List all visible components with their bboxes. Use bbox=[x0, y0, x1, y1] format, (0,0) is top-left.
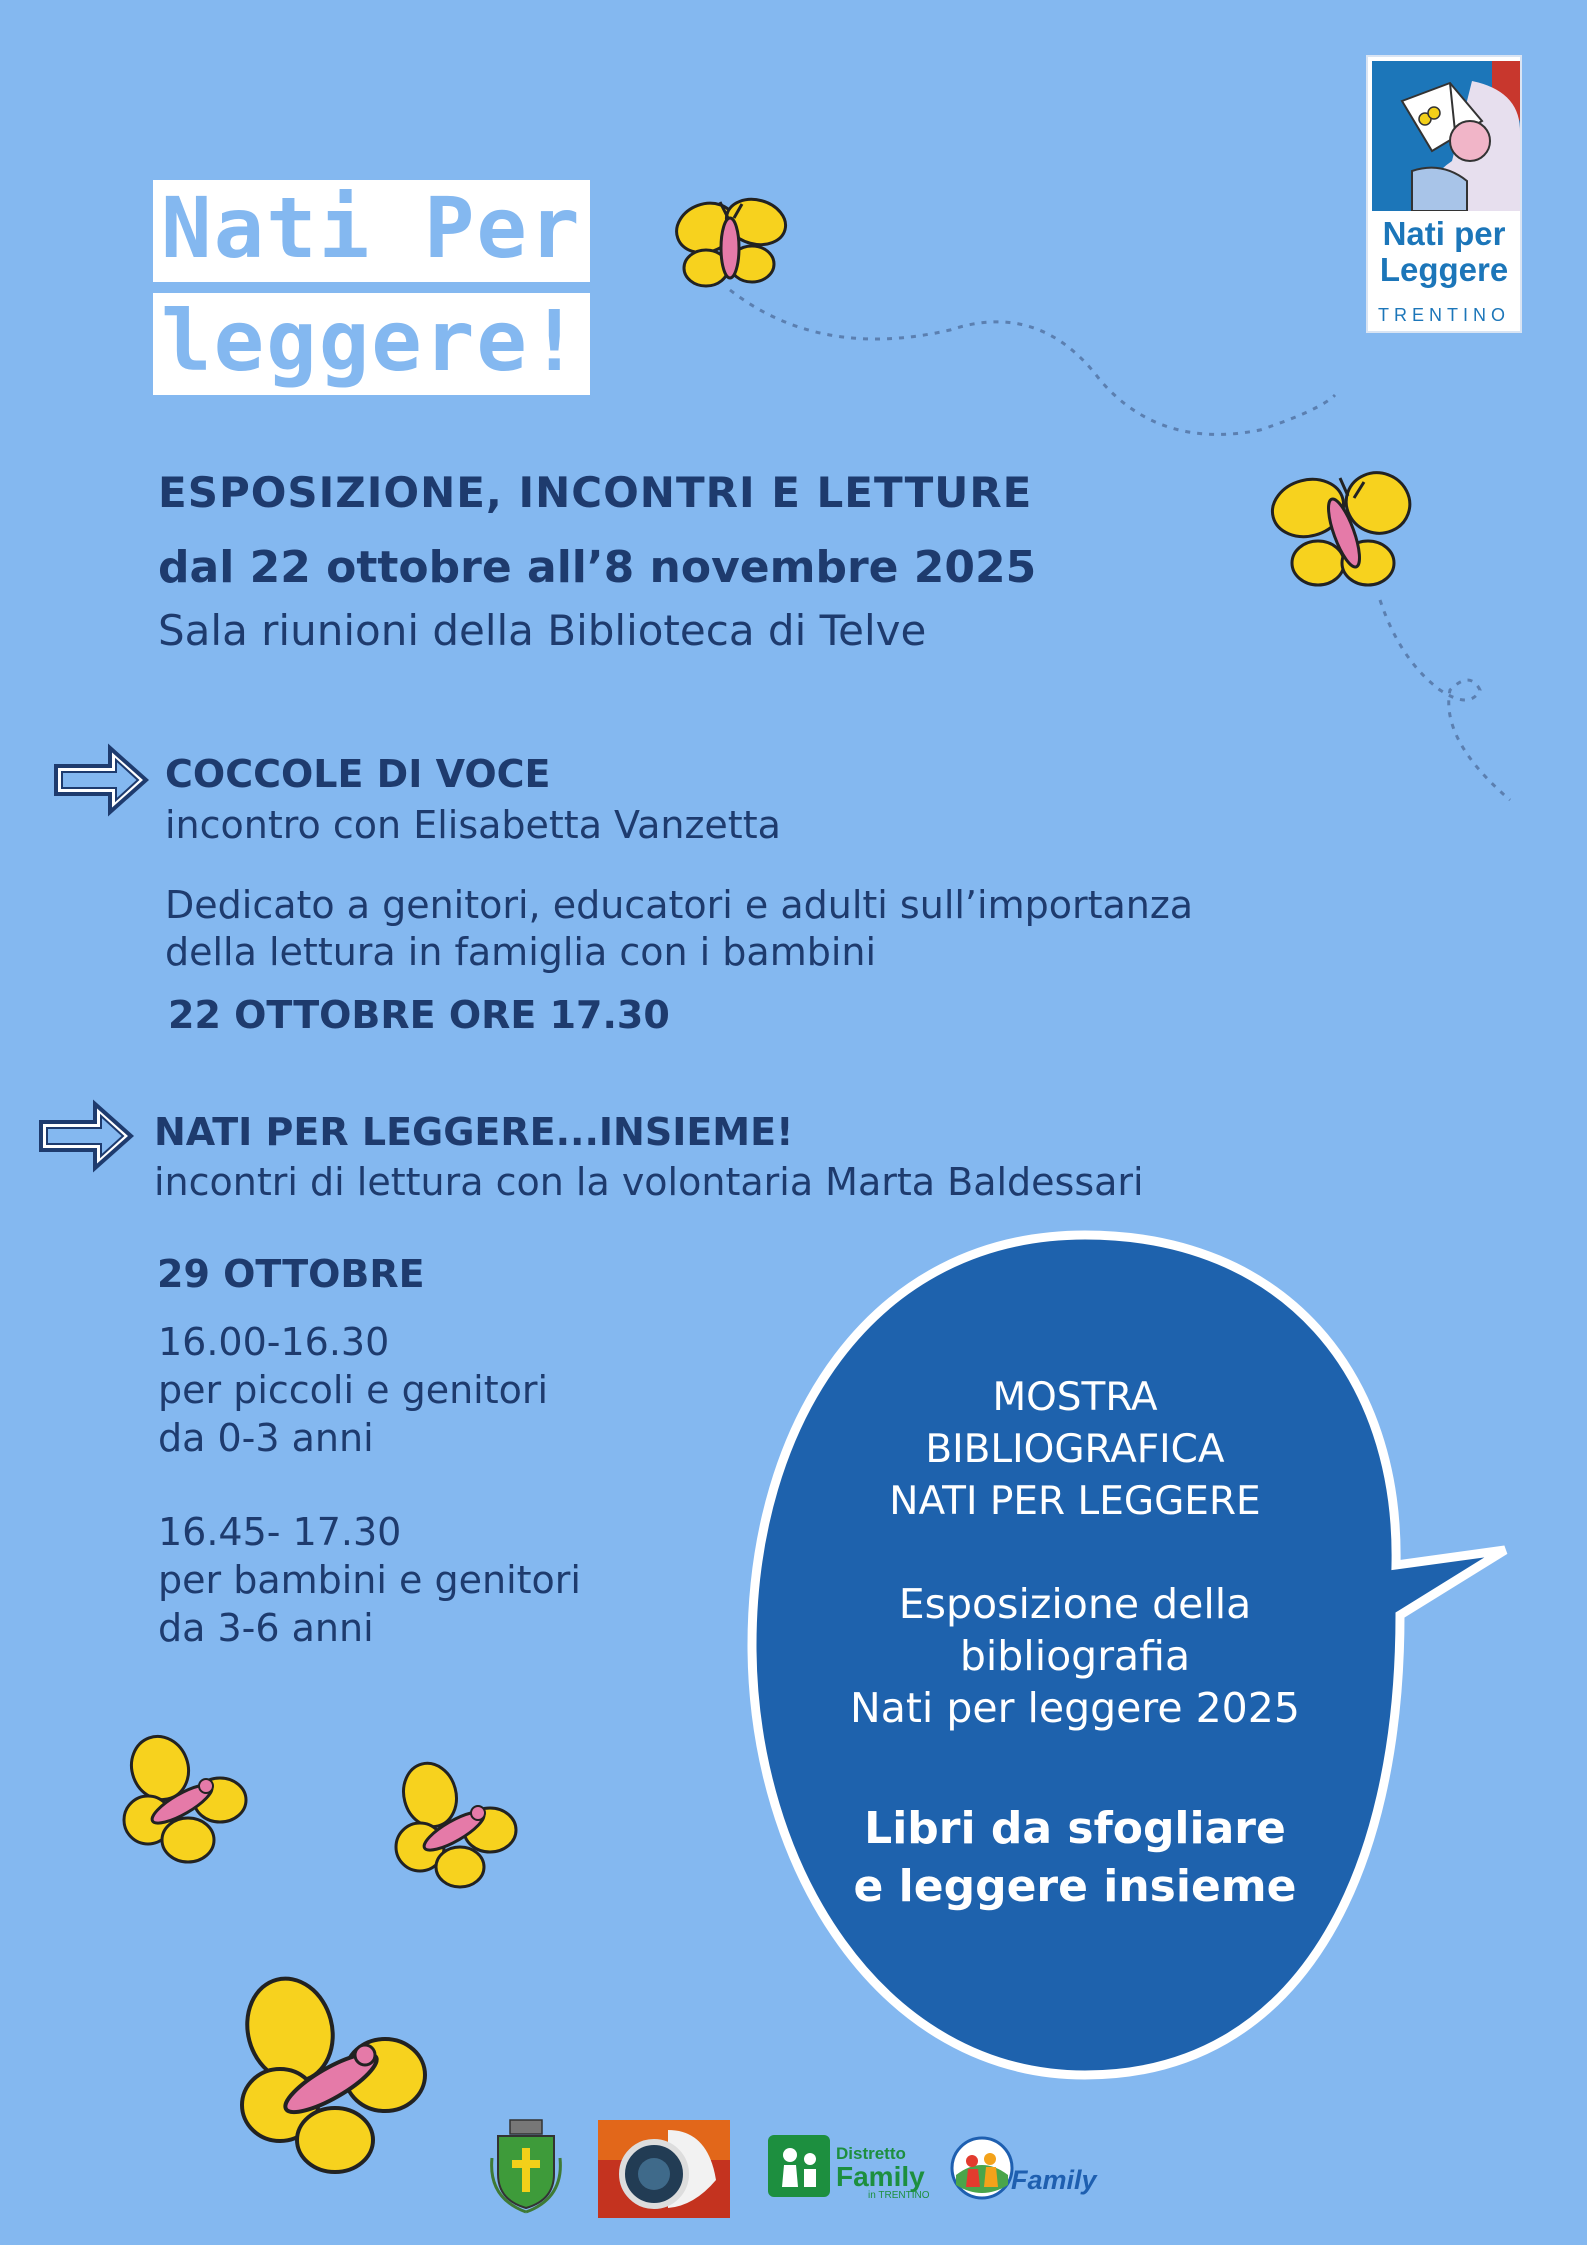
bubble-line: e leggere insieme bbox=[853, 1861, 1297, 1912]
bubble-exhibition-title bbox=[790, 1372, 1360, 1528]
title-line-2: leggere! bbox=[153, 293, 590, 395]
butterfly-icon bbox=[225, 1965, 435, 2180]
library-logo-icon bbox=[598, 2120, 730, 2218]
section2-date: 29 OTTOBRE bbox=[157, 1252, 425, 1296]
slot-audience: per piccoli e genitori bbox=[158, 1368, 549, 1412]
bubble-exhibition-desc bbox=[790, 1578, 1360, 1734]
bubble-line: Esposizione della bbox=[898, 1580, 1252, 1628]
distretto-family-logo bbox=[768, 2135, 830, 2197]
event-dates: dal 22 ottobre all’8 novembre 2025 bbox=[158, 542, 1037, 593]
time-slot bbox=[158, 1508, 581, 1652]
bubble-line: NATI PER LEGGERE bbox=[889, 1479, 1261, 1524]
distretto-label: Distretto bbox=[836, 2144, 906, 2163]
bubble-tagline bbox=[790, 1800, 1360, 1916]
bubble-line: Libri da sfogliare bbox=[864, 1803, 1286, 1854]
logo-text-line1: Nati per bbox=[1382, 215, 1506, 252]
arrow-right-icon bbox=[52, 742, 152, 818]
slot-age: da 0-3 anni bbox=[158, 1416, 374, 1460]
butterfly-icon bbox=[380, 1755, 520, 1895]
slot-audience: per bambini e genitori bbox=[158, 1558, 581, 1602]
section1-subtitle: incontro con Elisabetta Vanzetta bbox=[165, 803, 781, 847]
bubble-line: BIBLIOGRAFICA bbox=[925, 1427, 1225, 1472]
butterfly-icon bbox=[668, 190, 793, 305]
section1-title: COCCOLE DI VOCE bbox=[165, 752, 551, 796]
butterfly-icon bbox=[1268, 458, 1418, 608]
arrow-right-icon bbox=[37, 1098, 137, 1174]
section1-description-line2: della lettura in famiglia con i bambini bbox=[165, 930, 877, 974]
coat-of-arms-icon bbox=[488, 2118, 564, 2214]
bubble-line: MOSTRA bbox=[992, 1375, 1158, 1420]
event-venue: Sala riunioni della Biblioteca di Telve bbox=[158, 606, 927, 655]
distretto-sub-label: in TRENTINO bbox=[868, 2190, 930, 2201]
bubble-line: Nati per leggere 2025 bbox=[850, 1684, 1300, 1732]
bubble-line: bibliografia bbox=[959, 1632, 1191, 1680]
section2-title: NATI PER LEGGERE...INSIEME! bbox=[154, 1110, 794, 1154]
event-subtitle: ESPOSIZIONE, INCONTRI E LETTURE bbox=[158, 468, 1033, 517]
family-label: Family bbox=[1011, 2165, 1097, 2195]
slot-time: 16.45- 17.30 bbox=[158, 1510, 402, 1554]
section1-when: 22 OTTOBRE ORE 17.30 bbox=[168, 993, 670, 1037]
distretto-family-label: Family bbox=[836, 2161, 925, 2192]
time-slot bbox=[158, 1318, 548, 1462]
title-line-1: Nati Per bbox=[153, 180, 590, 282]
slot-age: da 3-6 anni bbox=[158, 1606, 374, 1650]
slot-time: 16.00-16.30 bbox=[158, 1320, 390, 1364]
butterfly-icon bbox=[110, 1730, 250, 1870]
family-logo bbox=[950, 2135, 1014, 2201]
logo-text-line3: TRENTINO bbox=[1378, 305, 1510, 325]
section1-description-line1: Dedicato a genitori, educatori e adulti sull’importanza bbox=[165, 883, 1194, 927]
section2-subtitle: incontri di lettura con la volontaria Marta Baldessari bbox=[154, 1160, 1144, 1204]
logo-text-line2: Leggere bbox=[1379, 251, 1509, 288]
